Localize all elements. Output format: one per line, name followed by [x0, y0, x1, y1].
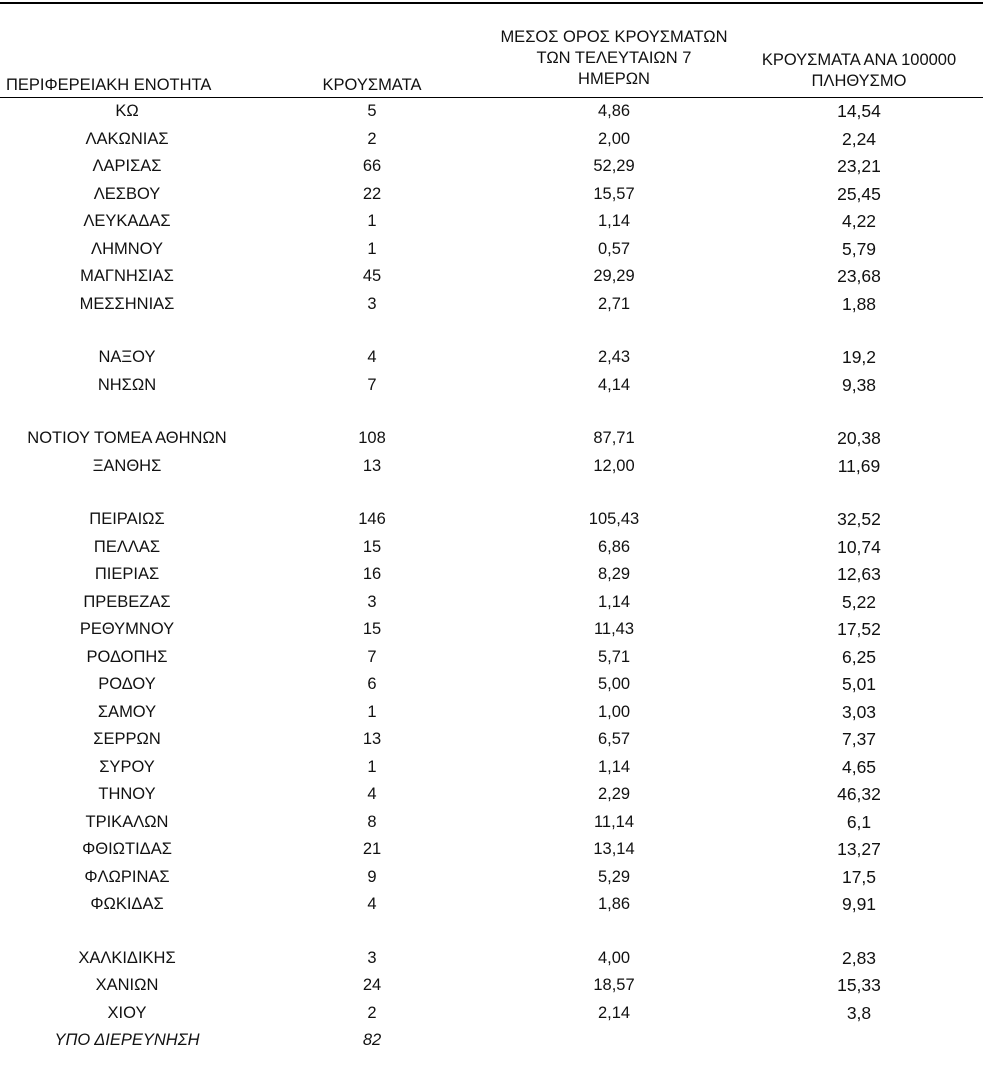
table-row	[0, 781, 983, 809]
cell-cases: 1	[367, 757, 377, 776]
cell-region: ΝΑΞΟΥ	[98, 348, 156, 366]
cell-per-100000: 17,5	[841, 866, 877, 887]
cell-region: ΛΕΣΒΟΥ	[93, 184, 161, 203]
cell-average: 0,57	[597, 239, 631, 258]
table-row	[0, 891, 983, 919]
cell-cases: 2	[367, 1003, 377, 1022]
cell-region: ΝΟΤΙΟΥ ΤΟΜΕΑ ΑΘΗΝΩΝ	[27, 429, 227, 447]
cell-average: 12,00	[593, 456, 635, 475]
table-row	[0, 809, 983, 837]
table-row	[0, 534, 983, 562]
cell-cases: 16	[362, 565, 382, 583]
cell-region: ΤΡΙΚΑΛΩΝ	[85, 812, 169, 831]
cell-average: 4,14	[597, 375, 631, 394]
cell-per-100000: 5,22	[841, 591, 877, 612]
cell-cases: 1	[367, 212, 377, 230]
cell-cases: 7	[367, 647, 377, 666]
cell-per-100000: 32,52	[837, 509, 881, 529]
table-row	[0, 506, 983, 534]
cell-per-100000: 5,01	[841, 674, 877, 694]
table-row	[0, 181, 983, 209]
header-seven-day-average	[474, 27, 754, 90]
cell-per-100000: 9,38	[841, 374, 877, 395]
cell-cases: 13	[362, 730, 382, 748]
cell-average: 6,57	[597, 730, 631, 748]
table-row	[0, 616, 983, 644]
table-row	[0, 671, 983, 699]
table-row	[0, 236, 983, 264]
table-row	[0, 372, 983, 400]
cell-per-100000: 4,65	[841, 756, 877, 777]
cell-cases: 2	[367, 129, 377, 148]
cell-cases: 21	[362, 840, 382, 858]
table-row	[0, 263, 983, 291]
cell-average: 4,00	[597, 948, 631, 967]
cell-cases: 45	[362, 267, 382, 285]
cell-per-100000: 3,03	[841, 701, 877, 722]
cell-region: ΛΑΚΩΝΙΑΣ	[85, 129, 169, 148]
cell-average: 13,14	[593, 840, 635, 858]
cell-cases: 6	[367, 675, 377, 693]
cell-region: ΣΑΜΟΥ	[97, 702, 157, 721]
cell-region: ΧΑΝΙΩΝ	[95, 976, 159, 994]
cell-region: ΦΩΚΙΔΑΣ	[90, 895, 164, 913]
table-row	[0, 699, 983, 727]
table-row	[0, 561, 983, 589]
cell-region: ΛΑΡΙΣΑΣ	[92, 157, 162, 175]
table-row	[0, 644, 983, 672]
cell-cases: 4	[367, 785, 377, 803]
cell-average: 6,86	[597, 537, 631, 556]
cell-cases: 1	[367, 239, 377, 258]
cell-per-100000: 4,22	[841, 211, 877, 231]
cell-average: 52,29	[593, 157, 635, 175]
cell-per-100000: 13,27	[837, 839, 881, 859]
cell-cases: 3	[367, 294, 377, 313]
cell-average: 2,71	[597, 294, 631, 313]
cell-cases: 24	[362, 976, 382, 994]
cell-region: ΝΗΣΩΝ	[97, 375, 157, 394]
cell-per-100000: 1,88	[841, 293, 877, 314]
cell-average: 8,29	[597, 565, 631, 583]
cell-region: ΡΕΘΥΜΝΟΥ	[79, 620, 175, 638]
cell-region: ΜΑΓΝΗΣΙΑΣ	[80, 267, 174, 285]
cell-region: ΧΑΛΚΙΔΙΚΗΣ	[78, 948, 176, 967]
cell-region: ΛΗΜΝΟΥ	[91, 239, 163, 258]
cell-per-100000: 2,24	[841, 128, 877, 149]
cell-region: ΦΘΙΩΤΙΔΑΣ	[82, 840, 172, 858]
cell-cases: 8	[367, 812, 377, 831]
table-row	[0, 726, 983, 754]
cell-average: 1,14	[597, 592, 631, 611]
cell-per-100000: 11,69	[837, 455, 881, 476]
cell-cases: 3	[367, 592, 377, 611]
cell-per-100000: 15,33	[837, 975, 881, 995]
cell-average: 2,14	[597, 1003, 631, 1022]
cell-region: ΠΕΙΡΑΙΩΣ	[89, 510, 165, 528]
cell-average: 11,14	[593, 812, 635, 831]
cell-region: ΣΕΡΡΩΝ	[93, 730, 161, 748]
cell-per-100000: 6,1	[846, 811, 872, 832]
header-region	[6, 75, 246, 96]
table-row	[0, 291, 983, 319]
cell-per-100000: 17,52	[837, 619, 881, 639]
table-row	[0, 208, 983, 236]
cell-cases: 66	[362, 157, 382, 175]
cell-per-100000: 10,74	[837, 536, 881, 557]
cell-cases: 4	[367, 348, 377, 366]
cell-average: 1,00	[597, 702, 631, 721]
header-cases-label: ΚΡΟΥΣΜΑΤΑ	[322, 76, 422, 94]
cell-average: 4,86	[597, 102, 631, 120]
cell-per-100000: 23,21	[837, 156, 881, 176]
cell-average: 1,14	[597, 757, 631, 776]
table-body	[0, 98, 983, 1055]
cell-average: 29,29	[593, 267, 635, 285]
cell-region: ΣΥΡΟΥ	[99, 757, 155, 776]
cell-cases: 22	[362, 184, 382, 203]
header-avg-line-2: ΤΩΝ ΤΕΛΕΥΤΑΙΩΝ 7	[536, 49, 692, 67]
cell-per-100000: 12,63	[837, 564, 881, 584]
table-row	[0, 453, 983, 481]
cell-region: ΦΛΩΡΙΝΑΣ	[84, 867, 170, 886]
cell-cases: 9	[367, 867, 377, 886]
header-cases	[310, 75, 434, 96]
cell-region: ΡΟΔΟΠΗΣ	[86, 647, 168, 666]
cell-cases: 3	[367, 948, 377, 967]
table-row	[0, 153, 983, 181]
header-region-label: ΠΕΡΙΦΕΡΕΙΑΚΗ ΕΝΟΤΗΤΑ	[6, 76, 212, 94]
table-row	[0, 589, 983, 617]
cell-per-100000: 3,8	[846, 1002, 872, 1023]
cell-region: ΜΕΣΣΗΝΙΑΣ	[79, 294, 175, 313]
cell-cases: 7	[367, 375, 377, 394]
cell-per-100000: 6,25	[841, 646, 877, 667]
table-row	[0, 945, 983, 973]
cell-cases: 82	[362, 1031, 382, 1049]
table-row	[0, 1000, 983, 1028]
cell-per-100000: 25,45	[837, 183, 881, 204]
cell-per-100000: 9,91	[841, 894, 877, 914]
cell-cases: 15	[362, 537, 382, 556]
table-row	[0, 344, 983, 372]
cell-region: ΞΑΝΘΗΣ	[92, 456, 162, 475]
header-per-line-1: ΚΡΟΥΣΜΑΤΑ ΑΝΑ 100000	[761, 51, 957, 69]
cell-region: ΤΗΝΟΥ	[98, 785, 156, 803]
cell-cases: 1	[367, 702, 377, 721]
cell-cases: 108	[358, 429, 386, 447]
cell-region: ΠΙΕΡΙΑΣ	[94, 565, 160, 583]
table-row	[0, 98, 983, 126]
header-avg-line-3: ΗΜΕΡΩΝ	[578, 70, 650, 88]
cell-average: 2,29	[597, 785, 631, 803]
cell-cases: 15	[362, 620, 382, 638]
header-avg-line-1: ΜΕΣΟΣ ΟΡΟΣ ΚΡΟΥΣΜΑΤΩΝ	[500, 28, 728, 46]
cell-average: 11,43	[593, 620, 635, 638]
cell-average: 5,29	[597, 867, 631, 886]
cell-per-100000: 14,54	[837, 101, 881, 121]
cell-cases: 5	[367, 102, 377, 120]
cell-per-100000: 46,32	[837, 784, 881, 804]
header-cases-per-100000	[734, 50, 984, 92]
cell-per-100000: 2,83	[841, 947, 877, 968]
cell-average: 105,43	[588, 510, 640, 528]
cell-average: 15,57	[593, 184, 635, 203]
table-row	[0, 126, 983, 154]
cell-average: 5,71	[597, 647, 631, 666]
table-row	[0, 864, 983, 892]
cell-average: 2,43	[597, 348, 631, 366]
cell-average: 1,86	[597, 895, 631, 913]
table-row	[0, 836, 983, 864]
cell-region: ΠΕΛΛΑΣ	[93, 537, 161, 556]
cell-per-100000: 5,79	[841, 238, 877, 259]
cell-average: 87,71	[593, 429, 635, 447]
table-row	[0, 754, 983, 782]
cell-region: ΛΕΥΚΑΔΑΣ	[83, 212, 171, 230]
cell-region: ΚΩ	[115, 102, 139, 120]
cell-per-100000: 7,37	[841, 729, 877, 749]
table-row	[0, 972, 983, 1000]
cell-per-100000: 20,38	[837, 428, 881, 448]
table-header	[0, 0, 983, 98]
cell-average: 2,00	[597, 129, 631, 148]
cell-region: ΥΠΟ ΔΙΕΡΕΥΝΗΣΗ	[54, 1031, 200, 1049]
cell-cases: 4	[367, 895, 377, 913]
cell-average: 1,14	[597, 212, 631, 230]
cell-region: ΠΡΕΒΕΖΑΣ	[83, 592, 171, 611]
cell-average: 5,00	[597, 675, 631, 693]
cell-per-100000: 23,68	[837, 266, 881, 286]
cell-cases: 146	[358, 510, 386, 528]
cell-average: 18,57	[593, 976, 635, 994]
cell-region: ΡΟΔΟΥ	[98, 675, 156, 693]
table-row-under-investigation	[0, 1027, 983, 1055]
cell-region: ΧΙΟΥ	[107, 1003, 147, 1022]
header-per-line-2: ΠΛΗΘΥΣΜΟ	[811, 72, 907, 90]
table-row	[0, 425, 983, 453]
cell-per-100000: 19,2	[841, 347, 877, 367]
cell-cases: 13	[362, 456, 382, 475]
